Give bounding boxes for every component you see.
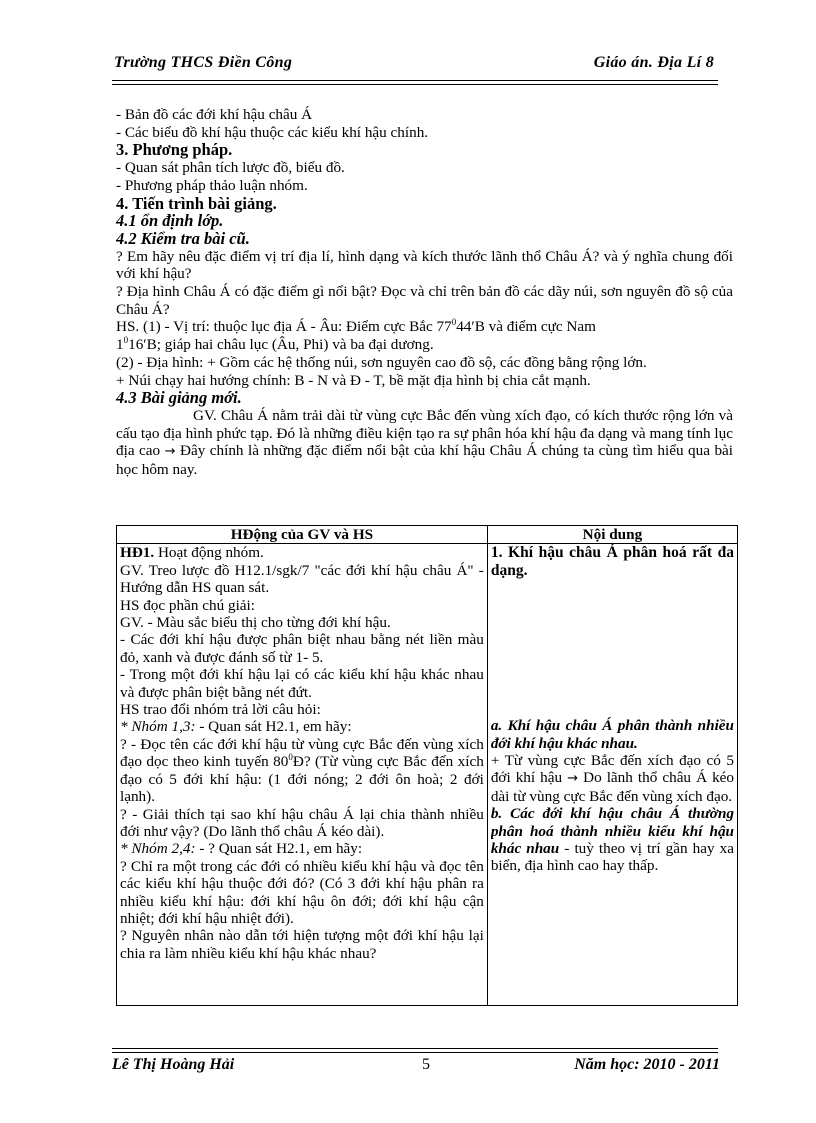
content-heading: 1. Khí hậu châu Á phân hoá rất đa dạng. [490, 544, 734, 579]
content-cell [487, 544, 737, 1006]
answer-text: B và điểm cực Nam [474, 318, 596, 336]
arrow-icon: → [567, 771, 579, 787]
activities-cell [117, 544, 488, 1006]
activity-label: HĐ1. [120, 544, 155, 562]
answer-text: HS. (1) - Vị trí: thuộc lục địa Á - Âu: Điểm cực Bắc 77 [116, 318, 452, 336]
answer-text: 1 [116, 336, 124, 354]
answer-1b: $1^016'B$; giáp hai châu lục (Âu, Phi) và ba đại dương. [116, 335, 434, 354]
intro-text: GV. Châu Á nằm trải dài từ vùng cực Bắc đến vùng xích đạo, có kích thước rộng lớn và cấu tạo địa hình phức tạp. Đó là những điều kiện tạo ra sự phân hóa khí hậu đa dạng và mang tính lục địa cao [116, 406, 733, 460]
activity-line: GV. Treo lược đồ H12.1/sgk/7 "các đới khí hậu châu Á" - Hướng dẫn HS quan sát. [120, 561, 484, 597]
activity-line: ? Chỉ ra một trong các đới có nhiều kiểu khí hậu và đọc tên các kiểu khí hậu thuộc đới đó? (Có 3 đới khí hậu phân ra nhiều kiểu khí hậu: đới khí hậu ôn đới; đới khí hậu cận nhiệt; đới khí hậu nhiệt đới). [120, 857, 484, 927]
intro-paragraph [116, 407, 733, 479]
degree-sup: 0 [451, 317, 457, 328]
activity-text: - ? Quan sát H2.1, em hãy: [195, 840, 363, 858]
content-spacer [491, 579, 734, 717]
section-title: 4. Tiến trình bài giảng. [116, 193, 277, 213]
content-body [491, 544, 734, 1005]
answer-text: 16 [128, 336, 144, 354]
header-subject: Giáo án. Địa Lí 8 [593, 54, 714, 71]
footer-rule-thin [112, 1048, 718, 1049]
answer-1: HS. (1) - Vị trí: thuộc lục địa Á - Âu: Điểm cực Bắc $77^044'B$ và điểm cực Nam [116, 317, 596, 336]
answer-2: (2) - Địa hình: + Gồm các hệ thống núi, sơn nguyên cao đồ sộ, các đồng bằng rộng lớn. [116, 353, 647, 371]
content-text [491, 752, 734, 805]
activity-line: GV. - Màu sắc biểu thị cho từng đới khí hậu. [120, 614, 391, 632]
activity-line [120, 840, 484, 857]
section-title: 3. Phương pháp. [116, 140, 233, 160]
table-header-row [117, 526, 738, 544]
header-school: Trường THCS Điền Công [114, 54, 293, 71]
activity-line [120, 544, 484, 561]
activity-line: - Các đới khí hậu được phân biệt nhau bằng nét liền màu đỏ, xanh và được đánh số từ 1- 5. [120, 631, 484, 666]
activity-text: Hoạt động nhóm. [154, 544, 264, 562]
page-header [110, 54, 718, 76]
activity-line: ? Nguyên nhân nào dẫn tới hiện tượng một đới khí hậu lại chia ra làm nhiều kiểu khí hậu khác nhau? [120, 927, 484, 962]
activity-text: Đ? (Từ vùng cực Bắc đến xích đạo có 5 đới khí hậu: (1 đới nóng; 2 đới ôn hoà; 2 đới lạnh). [120, 753, 484, 806]
degree-sup: 0 [123, 335, 129, 346]
answer-text: 44 [456, 318, 472, 336]
column-header-activities: HĐộng của GV và HS [117, 526, 488, 544]
intro-line: - Các biểu đồ khí hậu thuộc các kiểu khí hậu chính. [116, 123, 429, 141]
activity-text: ? - Đọc tên các đới khí hậu từ vùng cực Bắc đến vùng xích đạo dọc theo kinh tuyến 80 [120, 735, 484, 771]
activity-line: HS trao đổi nhóm trả lời câu hỏi: [120, 701, 321, 719]
subsection-title: 4.2 Kiểm tra bài cũ. [116, 228, 250, 248]
content-text [491, 805, 734, 875]
intro-line: - Bản đồ các đới khí hậu châu Á [116, 106, 313, 123]
activity-line: - Trong một đới khí hậu lại có các kiểu khí hậu khác nhau và được phân biệt bằng nét đứt. [120, 666, 484, 701]
footer-school-year: Năm học: 2010 - 2011 [574, 1056, 720, 1073]
content-span: + Từ vùng cực Bắc đến xích đạo có 5 đới khí hậu [490, 752, 734, 787]
content-span: - tuỳ theo vị trí gần hay xa biển, địa hình cao hay thấp. [490, 840, 734, 875]
activities-content [120, 544, 484, 1005]
page-number: 5 [422, 1056, 430, 1073]
footer-author: Lê Thị Hoàng Hải [112, 1056, 235, 1073]
activity-line [120, 718, 484, 735]
subsection-title: 4.3 Bài giảng mới. [116, 388, 242, 408]
group-label: * Nhóm 1,3: [120, 718, 196, 736]
answer-text: B; giáp hai châu lục (Âu, Phi) và ba đại dương. [146, 336, 434, 354]
table-row [117, 544, 738, 1006]
content-subheading: a. Khí hậu châu Á phân thành nhiều đới khí hậu khác nhau. [490, 717, 734, 752]
group-label: * Nhóm 2,4: [120, 840, 196, 858]
answer-3: + Núi chạy hai hướng chính: B - N và Đ - T, bề mặt địa hình bị chia cắt mạnh. [116, 371, 591, 389]
arrow-icon: → [164, 444, 176, 460]
page-footer [110, 1056, 722, 1078]
activity-text: - Quan sát H2.1, em hãy: [195, 718, 352, 736]
activity-line [120, 736, 484, 806]
content-span: Do lãnh thổ châu Á kéo dài từ vùng cực Bắc đến vùng xích đạo. [490, 769, 734, 805]
activity-line: ? - Giải thích tại sao khí hậu châu Á lại chia thành nhiều đới như vậy? (Do lãnh thổ châu Á kéo dài). [120, 805, 484, 840]
header-rule-thin [112, 84, 718, 85]
method-item: - Phương pháp thảo luận nhóm. [116, 176, 308, 194]
document-body [116, 106, 733, 479]
question-1: ? Em hãy nêu đặc điểm vị trí địa lí, hình dạng và kích thước lãnh thổ Châu Á? và ý nghĩa chung đối với khí hậu? [116, 247, 733, 283]
footer-rule [112, 1052, 718, 1053]
method-item: - Quan sát phân tích lược đồ, biểu đồ. [116, 159, 345, 177]
activity-line: HS đọc phần chú giải: [120, 596, 255, 614]
content-subheading: b. Các đới khí hậu châu Á thường phân hoá thành nhiều kiểu khí hậu khác nhau [490, 805, 734, 858]
intro-text: Đây chính là những đặc điểm nổi bật của khí hậu Châu Á chúng ta cùng tìm hiểu qua bài học hôm nay. [116, 442, 734, 479]
question-2: ? Địa hình Châu Á có đặc điểm gì nổi bật? Đọc và chỉ trên bản đồ các dãy núi, sơn nguyên đồ sộ của Châu Á? [116, 283, 733, 318]
column-header-content: Nội dung [487, 526, 737, 544]
header-rule [112, 80, 718, 81]
degree-sup: 0 [288, 752, 293, 763]
lesson-table [116, 525, 738, 1006]
subsection-title: 4.1 ổn định lớp. [116, 211, 224, 231]
